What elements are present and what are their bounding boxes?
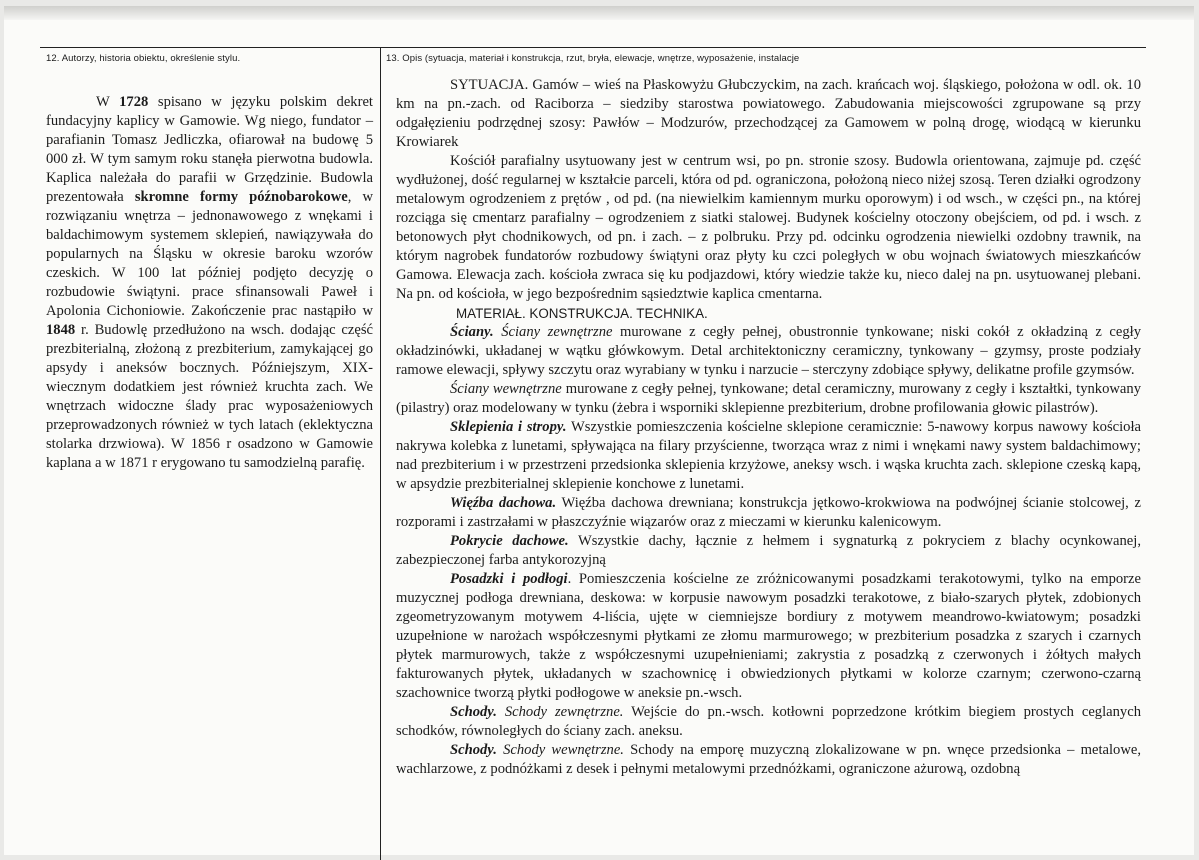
schody-wew-paragraph: Schody. Schody wewnętrzne. Schody na emporę muzyczną zlokalizowane w pn. wnęce przedsionka – metalowe, wachlarzowe, z podnóżkami z desek i pełnymi metalowymi przednóżkami, ograniczone ażurową, ozdobną	[396, 742, 1141, 777]
schody-zew-paragraph: Schody. Schody zewnętrzne. Wejście do pn.-wsch. kotłowni poprzedzone krótkim biegiem prostych ceglanych schodków, równoległych do ściany zach. aneksu.	[396, 704, 1141, 739]
section-13-header: 13. Opis (sytuacja, materiał i konstrukcja, rzut, bryła, elewacje, wnętrze, wyposażenie, instalacje	[386, 53, 800, 64]
pokrycie-paragraph: Pokrycie dachowe. Wszystkie dachy, łącznie z hełmem i sygnaturką z pokryciem z blachy ocynkowanej, zabezpieczonej farba antykorozyjną	[396, 533, 1141, 568]
material-heading: MATERIAŁ. KONSTRUKCJA. TECHNIKA.	[456, 306, 708, 321]
wiezba-paragraph: Więźba dachowa. Więźba dachowa drewniana; konstrukcja jętkowo-krokwiowa na podwójnej ścianie stolcowej, z rozporami i zastrzałami w płaszczyźnie wiązarów oraz z mieczami w kierunku kalenicowym.	[396, 495, 1142, 530]
header-rule	[40, 47, 1146, 48]
posadzki-paragraph: Posadzki i podłogi. Pomieszczenia kościelne ze zróżnicowanymi posadzkami terakotowymi, tylko na emporze muzycznej podłoga drewniana, deskowa: w korpusie nawowym posadzki terakotowe, z biało-szarych płytek, zdobionych zgeometryzowanym motywem 4-liścia, ujęte w ciemniejsze bordiury z motywem meandrowo-kwiatowym; posadzki uzupełnione w narożach współczesnymi płytkami ze złomu marmurowego; w prezbiterium posadzka z szarych i czarnych płytek marmurowych, także z współczesnymi uzupełnieniami; zakrystia z posadzką z czerwonych i żółtych małych fakturowanych płytek, układanych w szachownicę i obwiedzionych płytkami w kolorze czarnym; czerwono-czarną szachownice tworzą płytki podłogowe w aneksie pn.-wsch.	[396, 571, 1141, 701]
column-divider	[380, 47, 381, 860]
sytuacja-paragraph: SYTUACJA. Gamów – wieś na Płaskowyżu Głubczyckim, na zach. krańcach woj. śląskiego, położona w odl. ok. 10 km na pn.-zach. od Raciborza – siedziby starostwa powiatowego. Zabudowania miejscowości zgrupowane są przy odgałęzieniu podrzędnej szosy: Pawłów – Modzurów, przechodzącej za Gamowem w polną drogę, wiodącą w kierunku Krowiarek	[396, 77, 1141, 150]
history-paragraph: W 1728 spisano w języku polskim dekret fundacyjny kaplicy w Gamowie. Wg niego, fundator – parafianin Tomasz Jedliczka, ofiarował na budowę 5 000 zł. W tym samym roku stanęła pierwotna budowla. Kaplica należała do parafii w Grzędzinie. Budowla prezentowała skromne formy późnobarokowe, w rozwiązaniu wnętrza – jednonawowego z wnękami i baldachimowym systemem sklepień, nawiązywała do popularnych na Śląsku w okresie baroku wzorów czeskich. W 100 lat później podjęto decyzję o rozbudowie świątyni. prace sfinansowali Paweł i Apolonia Cichoniowie. Zakończenie prac nastąpiło w 1848 r. Budowlę przedłużono na wsch. dodając część prezbiterialną, złożoną z prezbiterium, zamykającej go apsydy i aneksów bocznych. Późniejszym, XIX-wiecznym dodatkiem jest również kruchta zach. We wnętrzach widoczne ślady prac wyposażeniowych przeprowadzonych również w tych latach (eklektyczna stolarka drzwiowa). W 1856 r osadzono w Gamowie kaplana a w 1871 r erygowano tu samodzielną parafię.	[46, 94, 373, 471]
sciany-wew-paragraph: Ściany wewnętrzne murowane z cegły pełnej, tynkowane; detal ceramiczny, murowany z cegły i kształtki, tynkowany (pilastry) oraz modelowany w tynku (żebra i wsporniki sklepienne prezbiterium, drobne profilowania głowic pilastrów).	[396, 381, 1141, 416]
scan-edge	[4, 6, 1194, 20]
history-column	[46, 93, 373, 473]
church-location-paragraph: Kościół parafialny usytuowany jest w centrum wsi, po pn. stronie szosy. Budowla orientowana, zajmuje pd. część wydłużonej, dość regularnej w kształcie parceli, która od pd. ograniczona, położoną nieco niżej szosą. Teren działki ogrodzony metalowym ogrodzeniem z prętów , od pd. (na niewielkim kamiennym murku oporowym) i od wsch., w części pn., na której rozciąga się cmentarz parafialny – ogrodzeniem z siatki stalowej. Budynek kościelny otoczony obejściem, od pd. i wsch. z betonowych płyt chodnikowych, od pn. i zach. – z polbruku. Przy pd. odcinku ogrodzenia niewielki ozdobny trawnik, na którym nagrobek fundatorów rozbudowy świątyni oraz płyty ku czci poległych w obu wojnach światowych mieszkańców Gamowa. Elewacja zach. kościoła zwraca się ku podjazdowi, który wiedzie także ku, nieco dalej na pn. usytuowanej plebani. Na pn. od kościoła, w jego bezpośrednim sąsiedztwie kaplica cmentarna.	[396, 153, 1141, 302]
sciany-paragraph: Ściany. Ściany zewnętrzne murowane z cegły pełnej, obustronnie tynkowane; niski cokół z okładziną z cegły okładzinówki, układanej w wątku główkowym. Detal architektoniczny ceramiczny, tynkowany – gzymsy, proste podziały ramowe elewacji, spływy szczytu oraz wyrabiany w tynku i narzucie – sterczyny zdobiące spływy, delikatne profile gzymsów.	[396, 324, 1141, 378]
sklepienia-paragraph: Sklepienia i stropy. Wszystkie pomieszczenia kościelne sklepione ceramicznie: 5-nawowy korpus nawowy kościoła nakrywa kolebka z lunetami, spływająca na filary przyścienne, tworząca wraz z nimi i wnękami nawy system baldachimowy; nad prezbiterium i w przestrzeni przedsionka sklepienia krzyżowe, aneksy wsch. i wąska kruchta zach. sklepione czeską kapą, w apsydzie prezbiterialnej sklepienie konchowe z lunetami.	[396, 419, 1141, 492]
description-column	[396, 76, 1141, 779]
section-12-header: 12. Autorzy, historia obiektu, określenie stylu.	[46, 53, 241, 64]
